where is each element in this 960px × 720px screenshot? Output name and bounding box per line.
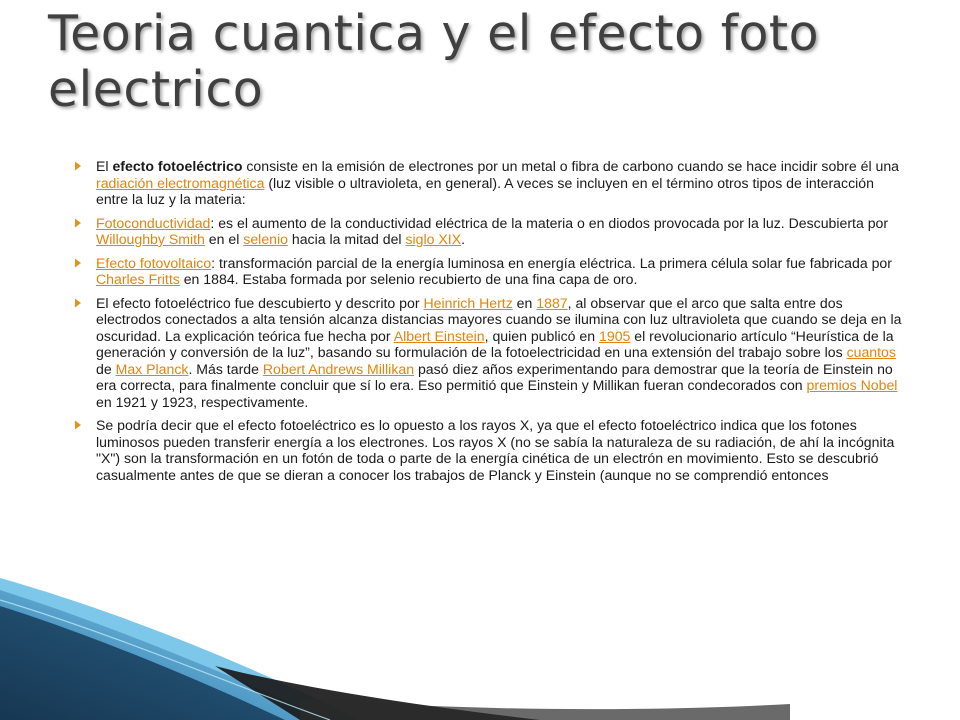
bullet-text: el revolucionario artículo “Heurística de la generación y conversión de la luz”, basando su formulación de la fotoelectricidad en una extensión del trabajo sobre los xyxy=(96,327,894,360)
hyperlink[interactable]: 1905 xyxy=(599,327,631,344)
triangle-bullet-icon xyxy=(72,160,84,172)
bullet-text: de xyxy=(96,360,116,377)
hyperlink[interactable]: Heinrich Hertz xyxy=(423,294,513,311)
bullet-text: : transformación parcial de la energía luminosa en energía eléctrica. La primera célula solar fue fabricada por xyxy=(211,254,892,271)
hyperlink[interactable]: Robert Andrews Millikan xyxy=(262,360,415,377)
hyperlink[interactable]: Willoughby Smith xyxy=(96,231,205,247)
bold-term: efecto fotoeléctrico xyxy=(112,158,243,174)
bullet-text: pasó diez años experimentando para demostrar que la teoría de Einstein no era correcta, para finalmente concluir que sí lo era. Eso permitió que Einstein y Millikan fueran condecorados con xyxy=(96,360,893,393)
bullet-text: en el xyxy=(204,231,244,247)
slide-title: Teoria cuantica y el efecto foto electrico xyxy=(48,5,820,118)
bullet-item xyxy=(70,417,905,483)
bullet-text: . xyxy=(461,231,466,247)
hyperlink[interactable]: 1887 xyxy=(536,294,568,311)
hyperlink[interactable]: Fotoconductividad xyxy=(96,214,211,231)
bullet-text: , al observar que el arco que salta entre dos electrodos conectados a alta tensión alcanza distancias mayores cuando se ilumina con luz ultravioleta que cuando se deja en la oscuridad. La explicación teórica fue hecha por xyxy=(96,294,902,344)
triangle-bullet-icon xyxy=(72,257,84,269)
bullet-text: en 1921 y 1923, respectivamente. xyxy=(96,393,309,410)
bullet-list xyxy=(70,158,905,490)
triangle-bullet-icon xyxy=(72,419,84,431)
bullet-item xyxy=(70,158,905,208)
bullet-text: : es el aumento de la conductividad eléctrica de la materia o en diodos provocada por la luz. Descubierta por xyxy=(210,214,889,231)
triangle-bullet-icon xyxy=(72,297,84,309)
hyperlink[interactable]: cuantos xyxy=(846,344,896,360)
bullet-item xyxy=(70,215,905,248)
hyperlink[interactable]: radiación electromagnética xyxy=(96,174,265,191)
bullet-text: en xyxy=(512,294,537,311)
hyperlink[interactable]: premios Nobel xyxy=(806,377,898,393)
bullet-text: hacia la mitad del xyxy=(287,231,406,247)
triangle-bullet-icon xyxy=(72,217,84,229)
hyperlink[interactable]: siglo XIX xyxy=(405,231,462,247)
bullet-text: en 1884. Estaba formada por selenio recubierto de una fina capa de oro. xyxy=(179,271,638,287)
bullet-text: El xyxy=(96,158,113,174)
hyperlink[interactable]: Albert Einstein xyxy=(393,327,485,344)
bullet-item xyxy=(70,295,905,411)
bullet-text: (luz visible o ultravioleta, en general). A veces se incluyen en el término otros tipos de interacción entre la luz y la materia: xyxy=(96,174,874,207)
bullet-text: . Más tarde xyxy=(188,360,263,377)
hyperlink[interactable]: Efecto fotovoltaico xyxy=(96,254,212,271)
bullet-text: El efecto fotoeléctrico fue descubierto y descrito por xyxy=(96,294,424,311)
hyperlink[interactable]: Max Planck xyxy=(115,360,189,377)
hyperlink[interactable]: selenio xyxy=(243,231,288,247)
bullet-item xyxy=(70,255,905,288)
bullet-text: Se podría decir que el efecto fotoeléctrico es lo opuesto a los rayos X, ya que el efecto fotoeléctrico indica que los fotones luminosos pueden transferir energía a los electrones. Los rayos X (no se sabía la naturaleza de su radiación, de ahí la incógnita "X") son la transformación en un fotón de toda o parte de la energía cinética de un electrón en movimiento. Esto se descubrió casualmente antes de que se dieran a conocer los trabajos de Planck y Einstein (aunque no se comprendió entonces xyxy=(96,417,895,483)
bullet-text: , quien publicó en xyxy=(484,327,600,344)
hyperlink[interactable]: Charles Fritts xyxy=(96,271,180,287)
bullet-text: consiste en la emisión de electrones por un metal o fibra de carbono cuando se hace incidir sobre él una xyxy=(242,158,900,174)
